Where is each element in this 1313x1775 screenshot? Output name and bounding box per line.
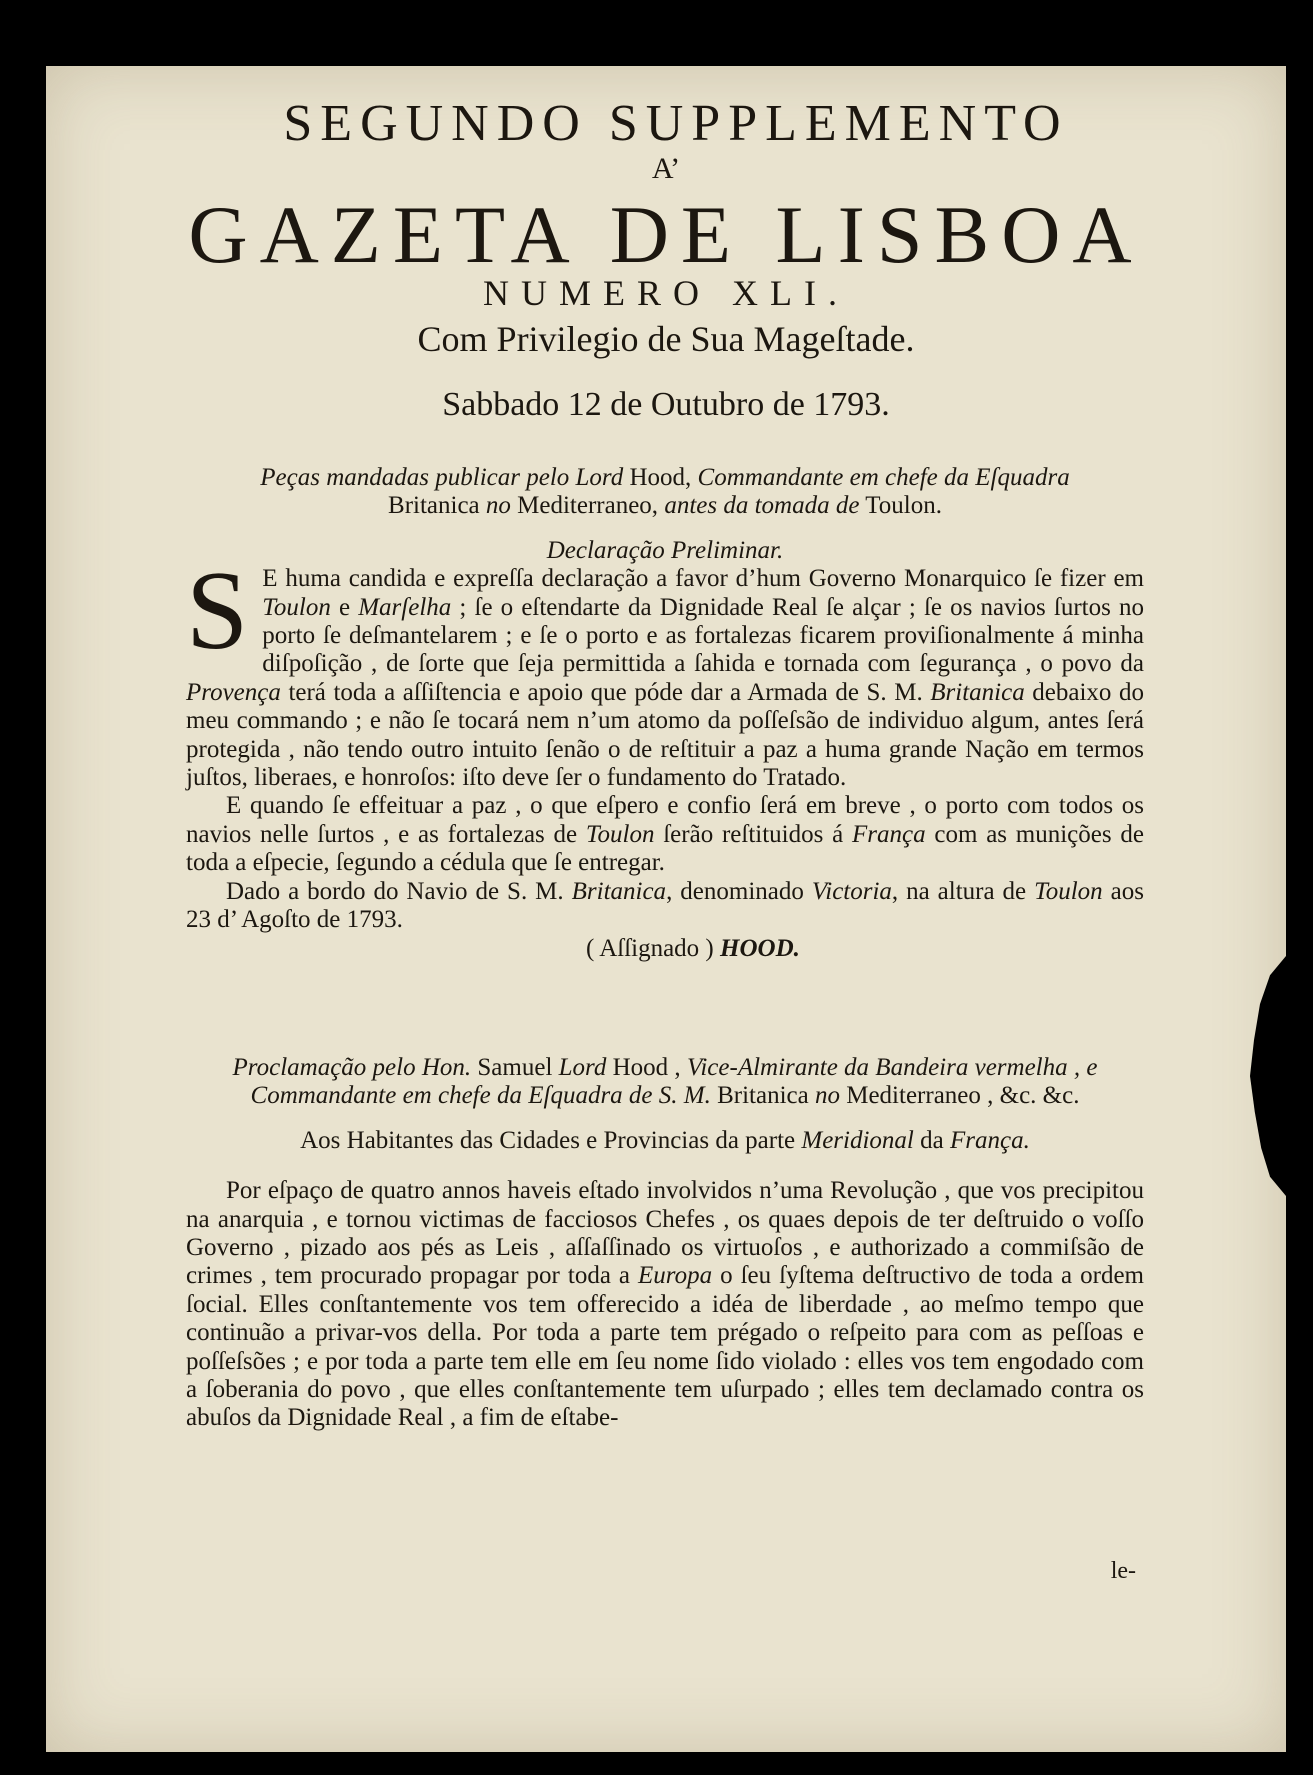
catchword: le-	[1110, 1558, 1136, 1584]
section1-paragraph2: E quando ſe effeituar a paz , o que eſpero e confio ſerá em breve , o porto com todos os navios nelle ſurtos , e as fortalezas de Toulon ſerão reſtituidos á França com as munições de toda a eſpecie, ſegundo a cédula que ſe entregar.	[186, 792, 1144, 877]
masthead-title: GAZETA DE LISBOA	[188, 189, 1144, 280]
section1-heading: Declaração Preliminar.	[546, 536, 784, 564]
section2-paragraph1: Por eſpaço de quatro annos haveis eſtado involvidos n’uma Revolução , que vos precipitou na anarquia , e tornou victimas de facciosos Chefes , os quaes depois de ter deſtruido o voſſo Governo , pizado aos pés as Leis , aſſaſſinado os virtuoſos , e authorizado a commiſsão de crimes , tem procurado propagar por toda a Europa o ſeu ſyſtema deſtructivo de toda a ordem ſocial. Elles conſtantemente vos tem offerecido a idéa de liberdade , ao meſmo tempo que continuão a privar-vos della. Por toda a parte tem prégado o reſpeito para com as peſſoas e poſſeſsões ; e por toda a parte tem elle em ſeu nome ſido violado : elles vos tem engodado com a ſoberania do povo , que elles conſtantemente tem uſurpado ; elles tem declamado contra os abuſos da Dignidade Real , a fim de eſtabe-	[186, 1177, 1144, 1432]
section2	[186, 1054, 1144, 1433]
section2-heading: Aos Habitantes das Cidades e Provincias da parte Meridional da França.	[300, 1126, 1030, 1154]
section1-intro: Peças mandadas publicar pelo Lord Hood, Commandante em chefe da Eſquadra Britanica no Mediterraneo, antes da tomada de Toulon.	[260, 464, 1070, 520]
newspaper-page	[46, 66, 1286, 1752]
masthead-privilege: Com Privilegio de Sua Mageſtade.	[417, 319, 915, 359]
drop-cap: S	[186, 549, 249, 674]
masthead-line1: SEGUNDO SUPPLEMENTO	[283, 95, 1069, 152]
section2-intro: Proclamação pelo Hon. Samuel Lord Hood , Vice-Almirante da Bandeira vermelha , e Commandante em chefe da Eſquadra de S. M. Britanica no Mediterraneo , &c. &c.	[232, 1054, 1098, 1110]
section1	[186, 464, 1144, 963]
signature: ( Aſſignado ) HOOD.	[586, 934, 800, 962]
section1-paragraph1: S E huma candida e expreſſa declaração a favor d’hum Governo Monarquico ſe fizer em Toulon e Marſelha ; ſe o eſtendarte da Dignidade Real ſe alçar ; ſe os navios ſurtos no porto ſe deſmantelarem ; e ſe o porto e as fortalezas ficarem proviſionalmente á minha diſpoſição , de ſorte que ſeja permittida a ſahida e tornada com ſegurança , o povo da Provença terá toda a aſſiſtencia e apoio que póde dar a Armada de S. M. Britanica debaixo do meu commando ; e não ſe tocará nem n’um atomo da poſſeſsão de individuo algum, antes ſerá protegida , não tendo outro intuito ſenão o de reſtituir a paz a huma grande Nação em termos juſtos, liberaes, e honroſos: iſto deve ſer o fundamento do Tratado.	[186, 549, 1144, 792]
section1-dateline: Dado a bordo do Navio de S. M. Britanica, denominado Victoria, na altura de Toulon aos 23 d’ Agoſto de 1793.	[186, 877, 1144, 934]
issue-date: Sabbado 12 de Outubro de 1793.	[442, 386, 890, 423]
torn-edge	[1246, 956, 1286, 1196]
masthead-number: NUMERO XLI.	[483, 273, 849, 313]
masthead-line2: A’	[651, 152, 681, 185]
